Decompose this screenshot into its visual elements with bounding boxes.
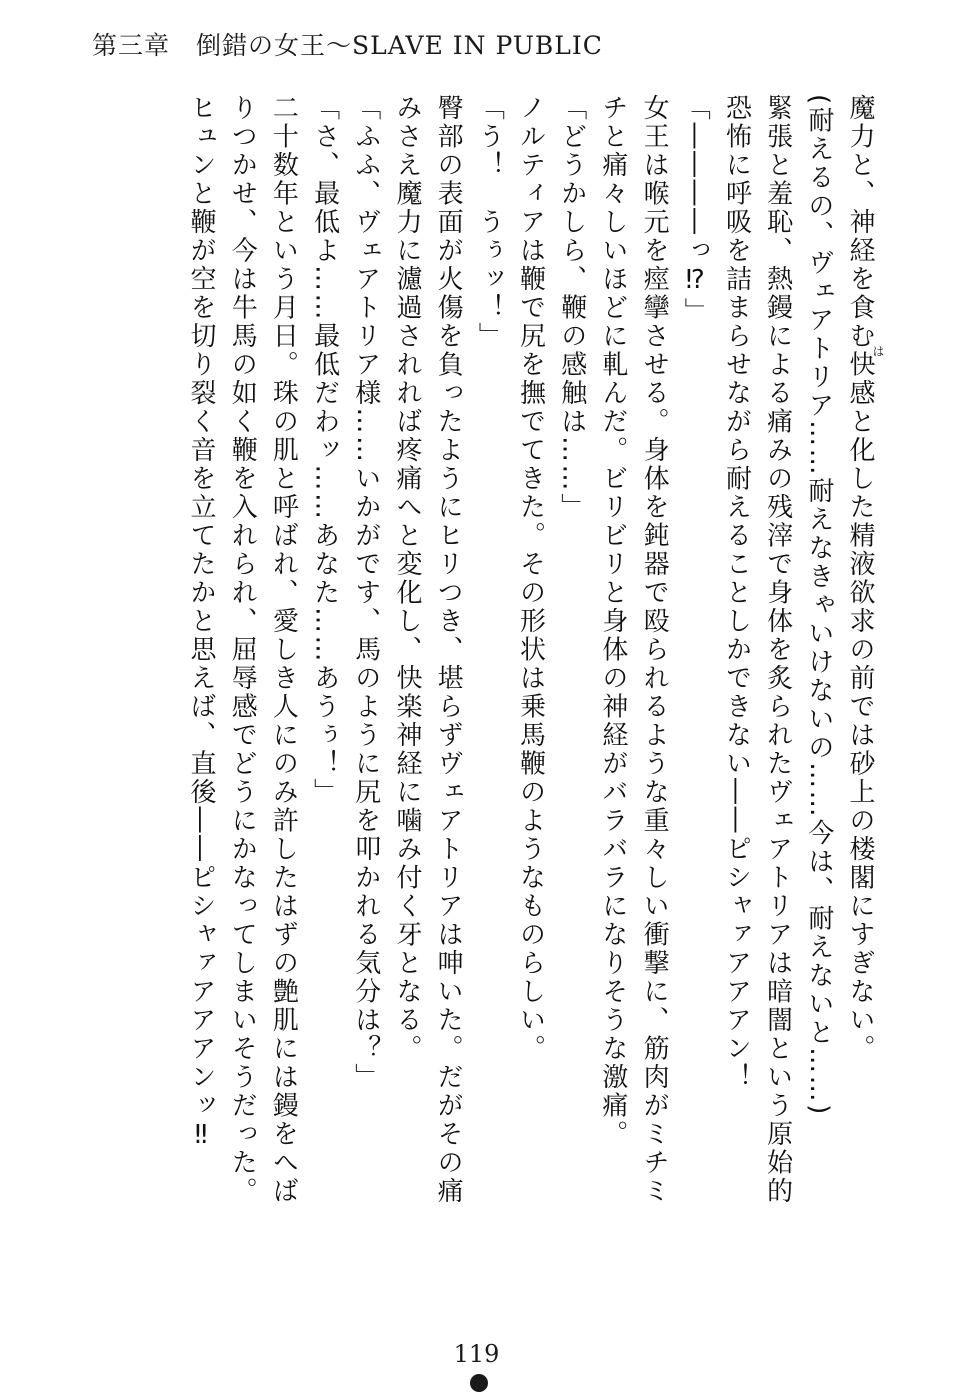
page-number: 119: [453, 1340, 500, 1368]
text-line: 恐怖に呼吸を詰まらせながら耐えることしかできない――ピシャァアアアン！: [721, 94, 752, 1092]
text-line: 緊張と羞恥、熱鏝による痛みの残滓で身体を炙られたヴェアトリアは暗闇という原始的: [762, 94, 793, 1206]
text-line: 臀部の表面が火傷を負ったようにヒリつき、堪らずヴェアトリアは呻いた。だがその痛: [433, 94, 464, 1206]
text-line: (耐えるの、ヴェアトリア……耐えなきゃいけないの……今は、耐えないと……): [803, 94, 834, 1117]
text-line: 「――――っ⁉」: [680, 94, 711, 326]
text-line: 「う！ うぅッ！」: [474, 94, 505, 351]
text-line: [845, 94, 885, 1254]
text-line: ノルティアは鞭で尻を撫でてきた。その形状は乗馬鞭のようなものらしい。: [515, 94, 546, 1063]
text-line: チと痛々しいほどに軋んだ。ビリビリと身体の神経がバラバラになりそうな激痛。: [597, 94, 628, 1149]
text-line: ヒュンと鞭が空を切り裂く音を立てたかと思えば、直後――ピシャァアアアンッ‼: [186, 94, 216, 1153]
running-header: 第三章 倒錯の女王～SLAVE IN PUBLIC: [92, 31, 603, 60]
ruby-annotation: は: [871, 345, 885, 360]
text-line: りつかせ、今は牛馬の如く鞭を入れられ、屈辱感でどうにかなってしまいそうだった。: [227, 94, 258, 1206]
text-line: 「どうかしら、鞭の感触は……」: [556, 94, 587, 522]
page-marker-dot: [470, 1374, 488, 1392]
text-line: 「ふふ、ヴェアトリア様……いかがです、馬のように尻を叩かれる気分は？」: [350, 94, 381, 1092]
text-line: 女王は喉元を痙攣させる。身体を鈍器で殴られるような重々しい衝撃に、筋肉がミチミ: [639, 94, 670, 1206]
text-line: みさえ魔力に濾過されれば疼痛へと変化し、快楽神経に噛み付く牙となる。: [391, 94, 422, 1063]
text-line: 二十数年という月日。珠の肌と呼ばれ、愛しき人にのみ許したはずの艶肌には鏝をへば: [268, 94, 299, 1206]
text-line: 「さ、最低よ……最低だわッ……あなた……あうぅ！」: [309, 94, 340, 807]
text-line-content: 魔力と、神経を食む快感と化した精液欲求の前では砂上の楼閣にすぎない。: [845, 94, 875, 1063]
vertical-body-text: [73, 94, 885, 1254]
